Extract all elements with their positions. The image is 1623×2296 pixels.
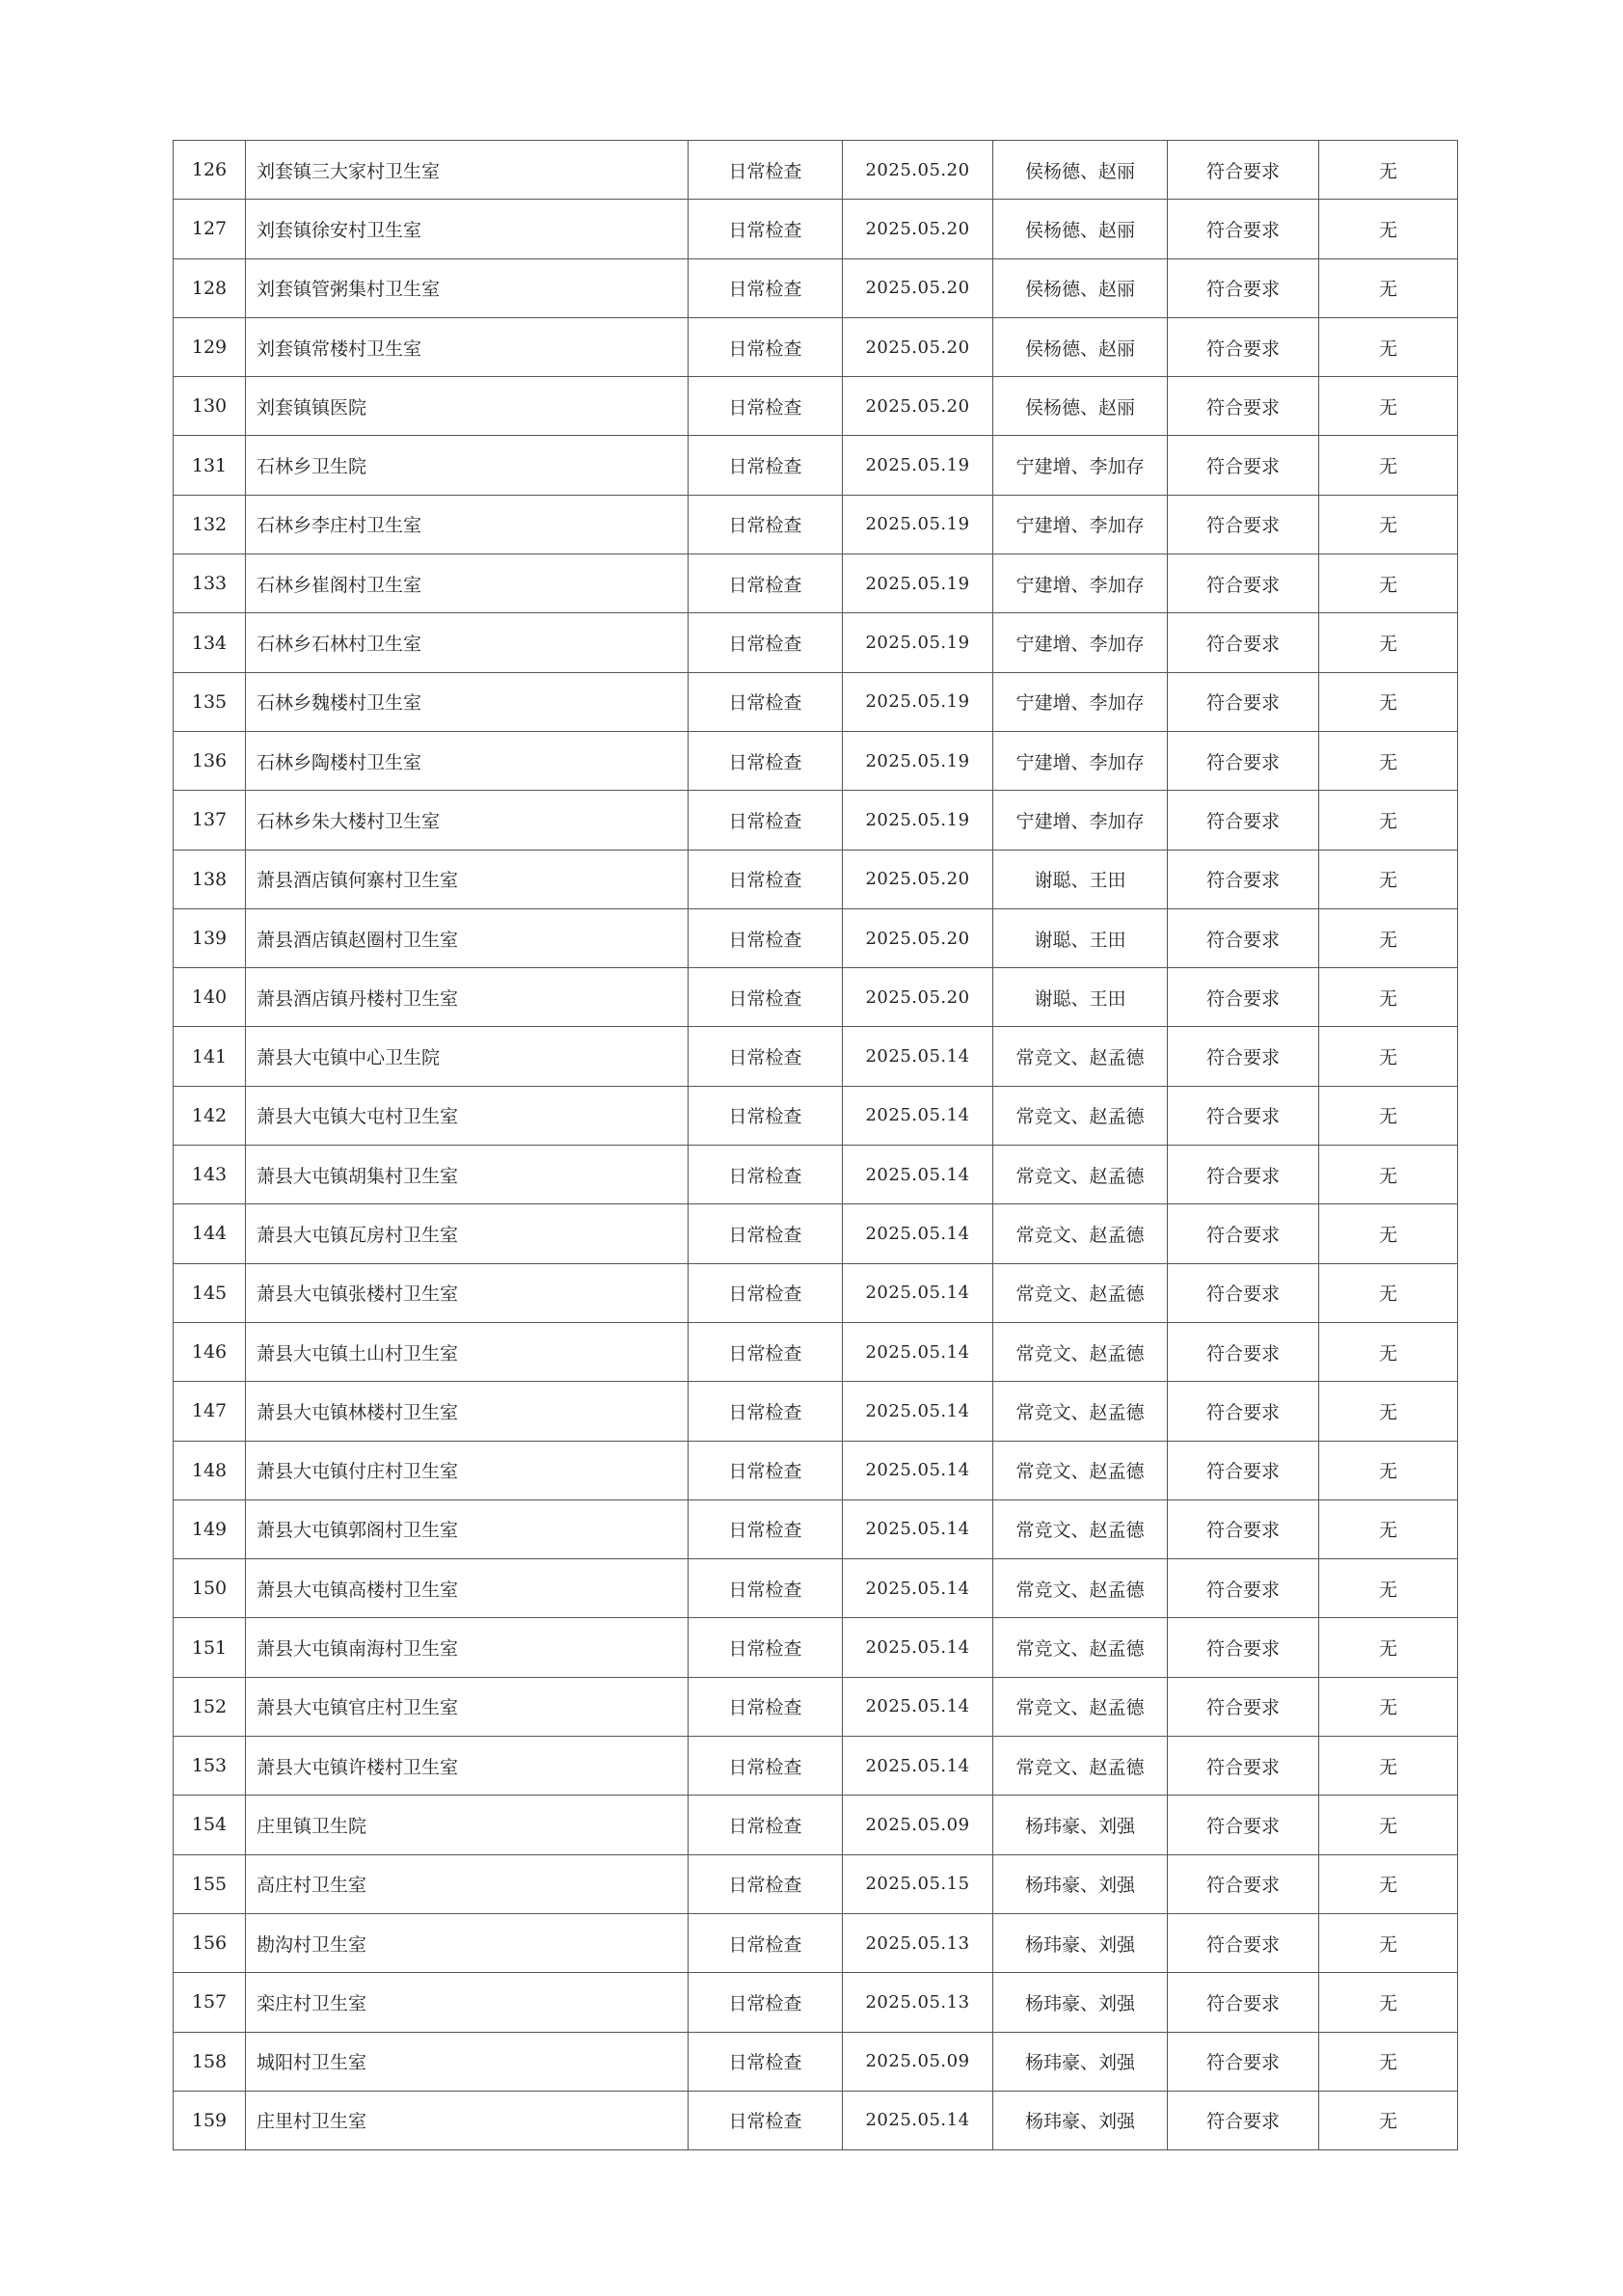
row-number-cell: 136 — [174, 731, 246, 790]
result-cell: 符合要求 — [1168, 1322, 1319, 1381]
inspection-date-cell: 2025.05.14 — [843, 2091, 993, 2149]
table-row — [174, 1263, 1458, 1322]
organization-cell: 萧县酒店镇何寨村卫生室 — [246, 850, 689, 908]
organization-cell: 萧县大屯镇林楼村卫生室 — [246, 1382, 689, 1441]
note-cell: 无 — [1319, 1796, 1458, 1854]
row-number-cell: 142 — [174, 1086, 246, 1145]
organization-cell: 萧县大屯镇南海村卫生室 — [246, 1618, 689, 1677]
organization-cell: 城阳村卫生室 — [246, 2032, 689, 2091]
inspectors-cell: 常竞文、赵孟德 — [993, 1441, 1168, 1499]
table-row — [174, 1973, 1458, 2032]
table-row — [174, 1086, 1458, 1145]
organization-cell: 高庄村卫生室 — [246, 1854, 689, 1913]
inspectors-cell: 常竞文、赵孟德 — [993, 1322, 1168, 1381]
table-row — [174, 2091, 1458, 2149]
result-cell: 符合要求 — [1168, 2091, 1319, 2149]
table-row — [174, 1499, 1458, 1558]
organization-cell: 刘套镇徐安村卫生室 — [246, 200, 689, 258]
inspection-type-cell: 日常检查 — [689, 1796, 843, 1854]
inspection-date-cell: 2025.05.19 — [843, 731, 993, 790]
inspection-type-cell: 日常检查 — [689, 1382, 843, 1441]
note-cell: 无 — [1319, 1204, 1458, 1263]
inspection-type-cell: 日常检查 — [689, 1499, 843, 1558]
inspection-type-cell: 日常检查 — [689, 968, 843, 1027]
row-number-cell: 128 — [174, 258, 246, 317]
inspection-date-cell: 2025.05.20 — [843, 908, 993, 967]
note-cell: 无 — [1319, 613, 1458, 672]
inspection-date-cell: 2025.05.14 — [843, 1382, 993, 1441]
inspection-date-cell: 2025.05.14 — [843, 1441, 993, 1499]
note-cell: 无 — [1319, 258, 1458, 317]
table-row — [174, 1441, 1458, 1499]
note-cell: 无 — [1319, 1618, 1458, 1677]
note-cell: 无 — [1319, 377, 1458, 436]
organization-cell: 栾庄村卫生室 — [246, 1973, 689, 2032]
result-cell: 符合要求 — [1168, 258, 1319, 317]
table-row — [174, 1737, 1458, 1796]
inspectors-cell: 常竞文、赵孟德 — [993, 1382, 1168, 1441]
inspection-date-cell: 2025.05.14 — [843, 1618, 993, 1677]
inspectors-cell: 常竞文、赵孟德 — [993, 1263, 1168, 1322]
inspection-date-cell: 2025.05.19 — [843, 436, 993, 495]
inspectors-cell: 常竞文、赵孟德 — [993, 1027, 1168, 1086]
note-cell: 无 — [1319, 1146, 1458, 1204]
table-row — [174, 1027, 1458, 1086]
inspection-type-cell: 日常检查 — [689, 1913, 843, 1972]
inspectors-cell: 杨玮豪、刘强 — [993, 1973, 1168, 2032]
table-body — [174, 141, 1458, 2150]
inspectors-cell: 侯杨德、赵丽 — [993, 200, 1168, 258]
row-number-cell: 149 — [174, 1499, 246, 1558]
organization-cell: 萧县酒店镇丹楼村卫生室 — [246, 968, 689, 1027]
organization-cell: 勘沟村卫生室 — [246, 1913, 689, 1972]
organization-cell: 萧县大屯镇官庄村卫生室 — [246, 1677, 689, 1736]
inspection-date-cell: 2025.05.09 — [843, 1796, 993, 1854]
table-row — [174, 317, 1458, 376]
inspection-date-cell: 2025.05.14 — [843, 1499, 993, 1558]
inspection-type-cell: 日常检查 — [689, 791, 843, 850]
inspection-date-cell: 2025.05.20 — [843, 317, 993, 376]
result-cell: 符合要求 — [1168, 1913, 1319, 1972]
inspectors-cell: 常竞文、赵孟德 — [993, 1146, 1168, 1204]
table-row — [174, 1204, 1458, 1263]
inspection-date-cell: 2025.05.20 — [843, 141, 993, 200]
inspectors-cell: 侯杨德、赵丽 — [993, 258, 1168, 317]
inspection-type-cell: 日常检查 — [689, 2091, 843, 2149]
row-number-cell: 141 — [174, 1027, 246, 1086]
inspection-type-cell: 日常检查 — [689, 1146, 843, 1204]
row-number-cell: 155 — [174, 1854, 246, 1913]
inspection-date-cell: 2025.05.14 — [843, 1559, 993, 1618]
organization-cell: 萧县大屯镇中心卫生院 — [246, 1027, 689, 1086]
note-cell: 无 — [1319, 1677, 1458, 1736]
inspectors-cell: 常竞文、赵孟德 — [993, 1677, 1168, 1736]
table-row — [174, 1796, 1458, 1854]
inspectors-cell: 杨玮豪、刘强 — [993, 2032, 1168, 2091]
table-row — [174, 850, 1458, 908]
table-row — [174, 1677, 1458, 1736]
inspection-date-cell: 2025.05.15 — [843, 1854, 993, 1913]
inspectors-cell: 常竞文、赵孟德 — [993, 1499, 1168, 1558]
organization-cell: 刘套镇镇医院 — [246, 377, 689, 436]
organization-cell: 石林乡陶楼村卫生室 — [246, 731, 689, 790]
inspection-type-cell: 日常检查 — [689, 672, 843, 731]
inspection-type-cell: 日常检查 — [689, 2032, 843, 2091]
table-row — [174, 1322, 1458, 1381]
table-row — [174, 672, 1458, 731]
inspection-type-cell: 日常检查 — [689, 377, 843, 436]
inspection-type-cell: 日常检查 — [689, 1204, 843, 1263]
organization-cell: 石林乡朱大楼村卫生室 — [246, 791, 689, 850]
inspectors-cell: 谢聪、王田 — [993, 968, 1168, 1027]
inspection-type-cell: 日常检查 — [689, 495, 843, 554]
result-cell: 符合要求 — [1168, 141, 1319, 200]
result-cell: 符合要求 — [1168, 317, 1319, 376]
inspectors-cell: 常竞文、赵孟德 — [993, 1204, 1168, 1263]
row-number-cell: 143 — [174, 1146, 246, 1204]
note-cell: 无 — [1319, 1973, 1458, 2032]
note-cell: 无 — [1319, 1322, 1458, 1381]
table-row — [174, 1559, 1458, 1618]
inspection-type-cell: 日常检查 — [689, 613, 843, 672]
inspection-type-cell: 日常检查 — [689, 850, 843, 908]
result-cell: 符合要求 — [1168, 1618, 1319, 1677]
inspectors-cell: 宁建增、李加存 — [993, 672, 1168, 731]
organization-cell: 石林乡卫生院 — [246, 436, 689, 495]
result-cell: 符合要求 — [1168, 791, 1319, 850]
table-row — [174, 1913, 1458, 1972]
row-number-cell: 132 — [174, 495, 246, 554]
table-row — [174, 968, 1458, 1027]
table-row — [174, 2032, 1458, 2091]
note-cell: 无 — [1319, 1382, 1458, 1441]
table-row — [174, 377, 1458, 436]
inspection-date-cell: 2025.05.09 — [843, 2032, 993, 2091]
result-cell: 符合要求 — [1168, 2032, 1319, 2091]
table-row — [174, 200, 1458, 258]
inspectors-cell: 杨玮豪、刘强 — [993, 2091, 1168, 2149]
note-cell: 无 — [1319, 2032, 1458, 2091]
note-cell: 无 — [1319, 554, 1458, 613]
note-cell: 无 — [1319, 850, 1458, 908]
row-number-cell: 140 — [174, 968, 246, 1027]
inspection-date-cell: 2025.05.14 — [843, 1086, 993, 1145]
organization-cell: 萧县大屯镇胡集村卫生室 — [246, 1146, 689, 1204]
note-cell: 无 — [1319, 1854, 1458, 1913]
row-number-cell: 134 — [174, 613, 246, 672]
inspection-type-cell: 日常检查 — [689, 258, 843, 317]
result-cell: 符合要求 — [1168, 554, 1319, 613]
inspectors-cell: 常竞文、赵孟德 — [993, 1086, 1168, 1145]
inspectors-cell: 侯杨德、赵丽 — [993, 141, 1168, 200]
result-cell: 符合要求 — [1168, 850, 1319, 908]
row-number-cell: 135 — [174, 672, 246, 731]
inspectors-cell: 常竞文、赵孟德 — [993, 1737, 1168, 1796]
row-number-cell: 158 — [174, 2032, 246, 2091]
table-row — [174, 554, 1458, 613]
organization-cell: 刘套镇常楼村卫生室 — [246, 317, 689, 376]
inspectors-cell: 宁建增、李加存 — [993, 791, 1168, 850]
inspection-type-cell: 日常检查 — [689, 1854, 843, 1913]
inspection-table — [173, 140, 1458, 2150]
organization-cell: 萧县大屯镇郭阁村卫生室 — [246, 1499, 689, 1558]
inspection-type-cell: 日常检查 — [689, 1086, 843, 1145]
inspection-date-cell: 2025.05.14 — [843, 1146, 993, 1204]
inspection-type-cell: 日常检查 — [689, 1441, 843, 1499]
note-cell: 无 — [1319, 495, 1458, 554]
inspection-date-cell: 2025.05.20 — [843, 377, 993, 436]
organization-cell: 石林乡石林村卫生室 — [246, 613, 689, 672]
inspectors-cell: 宁建增、李加存 — [993, 495, 1168, 554]
inspection-type-cell: 日常检查 — [689, 554, 843, 613]
row-number-cell: 154 — [174, 1796, 246, 1854]
organization-cell: 刘套镇管粥集村卫生室 — [246, 258, 689, 317]
inspection-type-cell: 日常检查 — [689, 1322, 843, 1381]
inspectors-cell: 杨玮豪、刘强 — [993, 1796, 1168, 1854]
note-cell: 无 — [1319, 908, 1458, 967]
inspection-date-cell: 2025.05.19 — [843, 672, 993, 731]
inspection-date-cell: 2025.05.20 — [843, 200, 993, 258]
inspectors-cell: 杨玮豪、刘强 — [993, 1854, 1168, 1913]
result-cell: 符合要求 — [1168, 1559, 1319, 1618]
note-cell: 无 — [1319, 1263, 1458, 1322]
inspection-type-cell: 日常检查 — [689, 1559, 843, 1618]
inspection-type-cell: 日常检查 — [689, 1263, 843, 1322]
result-cell: 符合要求 — [1168, 1499, 1319, 1558]
inspection-date-cell: 2025.05.14 — [843, 1322, 993, 1381]
result-cell: 符合要求 — [1168, 1146, 1319, 1204]
result-cell: 符合要求 — [1168, 1263, 1319, 1322]
inspection-date-cell: 2025.05.20 — [843, 850, 993, 908]
result-cell: 符合要求 — [1168, 613, 1319, 672]
row-number-cell: 130 — [174, 377, 246, 436]
table-row — [174, 731, 1458, 790]
table-row — [174, 141, 1458, 200]
row-number-cell: 150 — [174, 1559, 246, 1618]
inspection-date-cell: 2025.05.13 — [843, 1973, 993, 2032]
result-cell: 符合要求 — [1168, 1204, 1319, 1263]
row-number-cell: 153 — [174, 1737, 246, 1796]
row-number-cell: 144 — [174, 1204, 246, 1263]
note-cell: 无 — [1319, 436, 1458, 495]
note-cell: 无 — [1319, 2091, 1458, 2149]
note-cell: 无 — [1319, 1559, 1458, 1618]
inspection-type-cell: 日常检查 — [689, 317, 843, 376]
note-cell: 无 — [1319, 1086, 1458, 1145]
note-cell: 无 — [1319, 1913, 1458, 1972]
inspection-date-cell: 2025.05.14 — [843, 1204, 993, 1263]
organization-cell: 石林乡崔阁村卫生室 — [246, 554, 689, 613]
inspectors-cell: 宁建增、李加存 — [993, 613, 1168, 672]
table-row — [174, 1382, 1458, 1441]
inspectors-cell: 宁建增、李加存 — [993, 731, 1168, 790]
note-cell: 无 — [1319, 672, 1458, 731]
result-cell: 符合要求 — [1168, 1737, 1319, 1796]
row-number-cell: 147 — [174, 1382, 246, 1441]
inspectors-cell: 常竞文、赵孟德 — [993, 1618, 1168, 1677]
row-number-cell: 145 — [174, 1263, 246, 1322]
result-cell: 符合要求 — [1168, 731, 1319, 790]
result-cell: 符合要求 — [1168, 1382, 1319, 1441]
result-cell: 符合要求 — [1168, 1854, 1319, 1913]
row-number-cell: 133 — [174, 554, 246, 613]
inspection-type-cell: 日常检查 — [689, 1973, 843, 2032]
inspection-date-cell: 2025.05.14 — [843, 1263, 993, 1322]
inspection-date-cell: 2025.05.19 — [843, 495, 993, 554]
inspection-date-cell: 2025.05.19 — [843, 554, 993, 613]
result-cell: 符合要求 — [1168, 908, 1319, 967]
row-number-cell: 129 — [174, 317, 246, 376]
row-number-cell: 138 — [174, 850, 246, 908]
table-row — [174, 791, 1458, 850]
row-number-cell: 148 — [174, 1441, 246, 1499]
result-cell: 符合要求 — [1168, 672, 1319, 731]
row-number-cell: 127 — [174, 200, 246, 258]
inspectors-cell: 杨玮豪、刘强 — [993, 1913, 1168, 1972]
organization-cell: 刘套镇三大家村卫生室 — [246, 141, 689, 200]
organization-cell: 庄里镇卫生院 — [246, 1796, 689, 1854]
table-row — [174, 495, 1458, 554]
note-cell: 无 — [1319, 731, 1458, 790]
note-cell: 无 — [1319, 791, 1458, 850]
inspectors-cell: 侯杨德、赵丽 — [993, 317, 1168, 376]
organization-cell: 石林乡魏楼村卫生室 — [246, 672, 689, 731]
table-row — [174, 908, 1458, 967]
result-cell: 符合要求 — [1168, 1086, 1319, 1145]
inspection-date-cell: 2025.05.14 — [843, 1027, 993, 1086]
row-number-cell: 137 — [174, 791, 246, 850]
row-number-cell: 146 — [174, 1322, 246, 1381]
row-number-cell: 139 — [174, 908, 246, 967]
result-cell: 符合要求 — [1168, 436, 1319, 495]
row-number-cell: 159 — [174, 2091, 246, 2149]
row-number-cell: 131 — [174, 436, 246, 495]
row-number-cell: 156 — [174, 1913, 246, 1972]
organization-cell: 萧县大屯镇许楼村卫生室 — [246, 1737, 689, 1796]
organization-cell: 庄里村卫生室 — [246, 2091, 689, 2149]
organization-cell: 石林乡李庄村卫生室 — [246, 495, 689, 554]
note-cell: 无 — [1319, 141, 1458, 200]
inspection-date-cell: 2025.05.19 — [843, 613, 993, 672]
inspection-date-cell: 2025.05.20 — [843, 968, 993, 1027]
result-cell: 符合要求 — [1168, 1796, 1319, 1854]
inspectors-cell: 谢聪、王田 — [993, 850, 1168, 908]
note-cell: 无 — [1319, 1027, 1458, 1086]
result-cell: 符合要求 — [1168, 1973, 1319, 2032]
table-row — [174, 258, 1458, 317]
inspection-type-cell: 日常检查 — [689, 1027, 843, 1086]
row-number-cell: 152 — [174, 1677, 246, 1736]
table-row — [174, 1854, 1458, 1913]
result-cell: 符合要求 — [1168, 377, 1319, 436]
inspectors-cell: 宁建增、李加存 — [993, 554, 1168, 613]
organization-cell: 萧县酒店镇赵圈村卫生室 — [246, 908, 689, 967]
organization-cell: 萧县大屯镇付庄村卫生室 — [246, 1441, 689, 1499]
table-row — [174, 436, 1458, 495]
inspection-date-cell: 2025.05.14 — [843, 1677, 993, 1736]
row-number-cell: 151 — [174, 1618, 246, 1677]
organization-cell: 萧县大屯镇张楼村卫生室 — [246, 1263, 689, 1322]
inspection-type-cell: 日常检查 — [689, 141, 843, 200]
inspection-date-cell: 2025.05.20 — [843, 258, 993, 317]
note-cell: 无 — [1319, 317, 1458, 376]
note-cell: 无 — [1319, 968, 1458, 1027]
note-cell: 无 — [1319, 1737, 1458, 1796]
organization-cell: 萧县大屯镇大屯村卫生室 — [246, 1086, 689, 1145]
note-cell: 无 — [1319, 1499, 1458, 1558]
inspection-date-cell: 2025.05.19 — [843, 791, 993, 850]
row-number-cell: 126 — [174, 141, 246, 200]
inspection-type-cell: 日常检查 — [689, 436, 843, 495]
inspection-date-cell: 2025.05.13 — [843, 1913, 993, 1972]
result-cell: 符合要求 — [1168, 495, 1319, 554]
result-cell: 符合要求 — [1168, 968, 1319, 1027]
result-cell: 符合要求 — [1168, 1027, 1319, 1086]
inspection-type-cell: 日常检查 — [689, 731, 843, 790]
inspection-type-cell: 日常检查 — [689, 1677, 843, 1736]
inspection-date-cell: 2025.05.14 — [843, 1737, 993, 1796]
note-cell: 无 — [1319, 1441, 1458, 1499]
row-number-cell: 157 — [174, 1973, 246, 2032]
inspection-type-cell: 日常检查 — [689, 1618, 843, 1677]
table-row — [174, 1618, 1458, 1677]
note-cell: 无 — [1319, 200, 1458, 258]
inspection-type-cell: 日常检查 — [689, 1737, 843, 1796]
inspectors-cell: 谢聪、王田 — [993, 908, 1168, 967]
inspection-type-cell: 日常检查 — [689, 200, 843, 258]
organization-cell: 萧县大屯镇高楼村卫生室 — [246, 1559, 689, 1618]
result-cell: 符合要求 — [1168, 1441, 1319, 1499]
inspection-type-cell: 日常检查 — [689, 908, 843, 967]
result-cell: 符合要求 — [1168, 1677, 1319, 1736]
table-row — [174, 613, 1458, 672]
table-row — [174, 1146, 1458, 1204]
result-cell: 符合要求 — [1168, 200, 1319, 258]
organization-cell: 萧县大屯镇土山村卫生室 — [246, 1322, 689, 1381]
organization-cell: 萧县大屯镇瓦房村卫生室 — [246, 1204, 689, 1263]
inspectors-cell: 常竞文、赵孟德 — [993, 1559, 1168, 1618]
inspectors-cell: 宁建增、李加存 — [993, 436, 1168, 495]
inspectors-cell: 侯杨德、赵丽 — [993, 377, 1168, 436]
